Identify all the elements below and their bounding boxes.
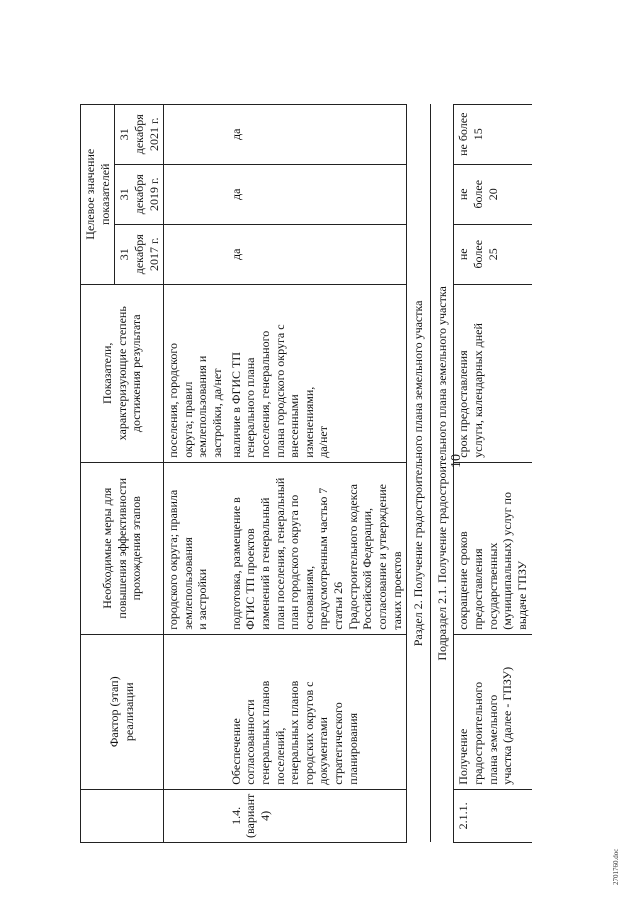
row-1-4-value-2017: да xyxy=(227,224,407,284)
row-1-4-factor: Обеспечение согласованности генеральных планов поселений, генеральных планов городских округов с документами стратегического планирования xyxy=(227,634,407,789)
header-date-2019: 31 декабря 2019 г. xyxy=(115,164,164,224)
row-2-1-1-indicator: срок предоставления услуги, календарных дней xyxy=(454,284,532,462)
row-2-1-1-value-2017: не более 25 xyxy=(454,224,532,284)
continuation-row xyxy=(164,104,227,842)
row-1-4-value-2021: да xyxy=(227,104,407,164)
subsection-heading-row xyxy=(430,104,454,842)
header-target-values: Целевое значение показателей xyxy=(81,104,115,284)
row-2-1-1-measures: сокращение сроков предоставления государственных (муниципальных) услуг по выдаче ГПЗУ xyxy=(454,462,532,634)
table-row xyxy=(227,104,407,842)
row-2-1-1-value-2019: не более 20 xyxy=(454,164,532,224)
header-factor: Фактор (этап) реализации xyxy=(81,634,164,789)
row-1-4-value-2019: да xyxy=(227,164,407,224)
section-2-title: Раздел 2. Получение градостроительного плана земельного участка xyxy=(407,104,431,842)
subsection-2-1-title: Подраздел 2.1. Получение градостроительного плана земельного участка xyxy=(430,104,454,842)
header-date-2021: 31 декабря 2021 г. xyxy=(115,104,164,164)
continuation-measures: городского округа; правила землепользования и застройки xyxy=(164,462,227,634)
continuation-indicator: поселения, городского округа; правил землепользования и застройки, да/нет xyxy=(164,284,227,462)
header-date-2017: 31 декабря 2017 г. xyxy=(115,224,164,284)
row-2-1-1-value-2021: не более 15 xyxy=(454,104,532,164)
row-2-1-1-factor: Получение градостроительного плана земельного участка (далее - ГПЗУ) xyxy=(454,634,532,789)
header-measures: Необходимые меры для повышения эффективности прохождения этапов xyxy=(81,462,164,634)
header-num xyxy=(81,789,164,842)
page-number: 10 xyxy=(449,454,464,468)
row-2-1-1-num: 2.1.1. xyxy=(454,789,532,842)
row-1-4-indicator: наличие в ФГИС ТП генерального плана поселения, генерального плана городского округа с внесенными изменениями, да/нет xyxy=(227,284,407,462)
row-1-4-measures: подготовка, размещение в ФГИС ТП проектов изменений в генеральный план поселения, генеральный план городского округа по основаниям, предусмотренным частью 7 статьи 26 Градостроительного кодекса Российской Федерации, согласование и утверждение таких проектов xyxy=(227,462,407,634)
measures-table xyxy=(80,104,532,843)
section-heading-row xyxy=(407,104,431,842)
table-row xyxy=(454,104,532,842)
row-1-4-num: 1.4. (вариант 4) xyxy=(227,789,407,842)
doc-filename: 2701760.doc xyxy=(612,848,620,885)
header-row xyxy=(81,104,115,842)
header-indicators: Показатели, характеризующие степень достижения результата xyxy=(81,284,164,462)
